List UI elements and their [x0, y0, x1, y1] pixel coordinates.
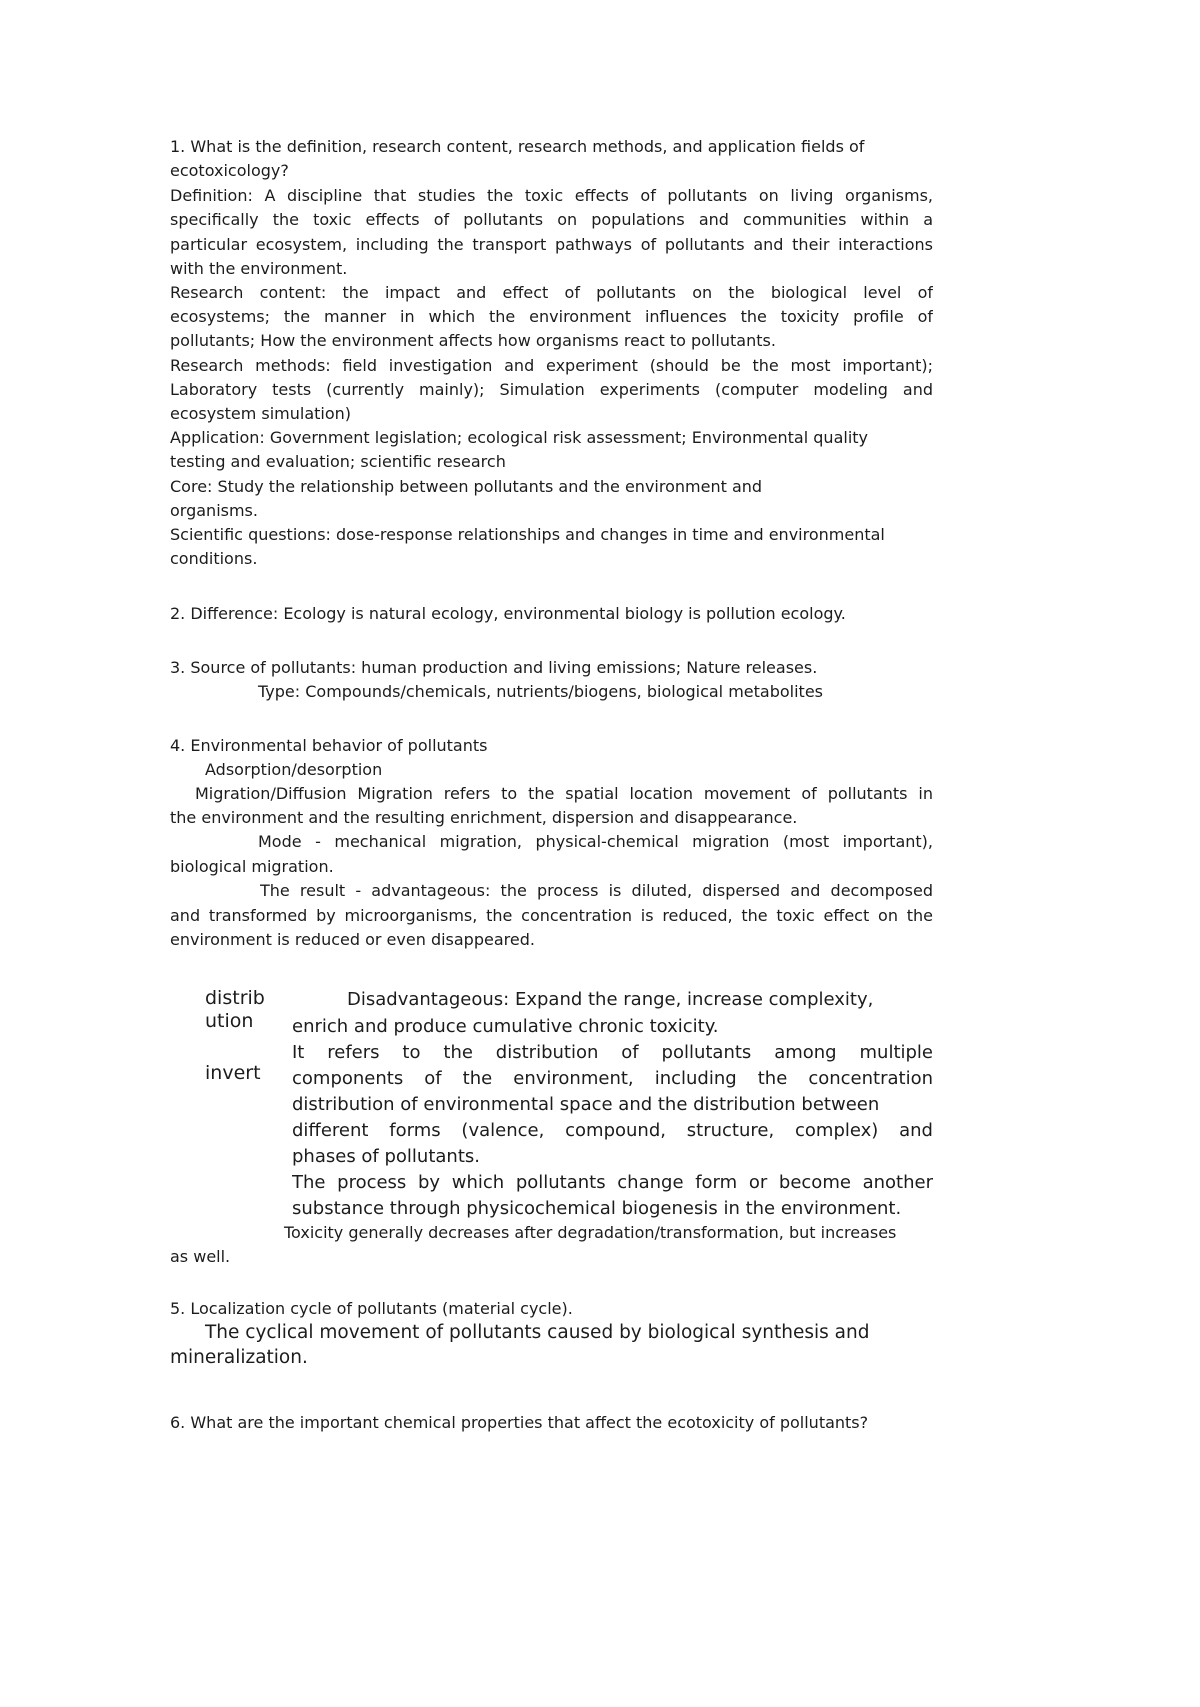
distribution-side-label: distrib: [205, 987, 265, 1009]
distribution-side-label: ution: [205, 1010, 254, 1032]
mode-line: biological migration.: [170, 857, 334, 876]
definition-line: Definition: A discipline that studies the toxic effects of pollutants on living organisms,: [170, 186, 933, 205]
disadvantageous-line: enrich and produce cumulative chronic toxicity.: [292, 1016, 719, 1037]
research-methods-line: Research methods: field investigation and experiment (should be the most important);: [170, 356, 933, 375]
application-line: Application: Government legislation; ecological risk assessment; Environmental quality: [170, 428, 868, 447]
distribution-definition-line: distribution of environmental space and the distribution between: [292, 1094, 880, 1115]
research-methods-line: Laboratory tests (currently mainly); Simulation experiments (computer modeling and: [170, 380, 933, 399]
question-2-text: 2. Difference: Ecology is natural ecology, environmental biology is pollution ecology.: [170, 604, 846, 623]
research-content-line: pollutants; How the environment affects how organisms react to pollutants.: [170, 331, 776, 350]
core-line: Core: Study the relationship between pollutants and the environment and: [170, 477, 763, 496]
distribution-definition-line: components of the environment, including the concentration: [292, 1068, 933, 1089]
toxicity-note-line: as well.: [170, 1247, 231, 1266]
result-line: and transformed by microorganisms, the concentration is reduced, the toxic effect on the: [170, 906, 933, 925]
question-1-heading-line: 1. What is the definition, research content, research methods, and application fields of: [170, 137, 865, 156]
transformation-definition-line: The process by which pollutants change form or become another: [292, 1172, 933, 1193]
transformation-definition-line: substance through physicochemical biogenesis in the environment.: [292, 1198, 902, 1219]
research-content-line: ecosystems; the manner in which the environment influences the toxicity profile of: [170, 307, 933, 326]
definition-line: with the environment.: [170, 259, 348, 278]
question-1-heading-line: ecotoxicology?: [170, 161, 289, 180]
disadvantageous-line: Disadvantageous: Expand the range, increase complexity,: [347, 989, 874, 1010]
result-line: The result - advantageous: the process is diluted, dispersed and decomposed: [260, 881, 933, 900]
adsorption-line: Adsorption/desorption: [205, 760, 383, 779]
migration-line: the environment and the resulting enrichment, dispersion and disappearance.: [170, 808, 798, 827]
migration-line: Migration/Diffusion Migration refers to the spatial location movement of pollutants in: [195, 784, 933, 803]
distribution-definition-line: It refers to the distribution of pollutants among multiple: [292, 1042, 933, 1063]
research-methods-line: ecosystem simulation): [170, 404, 352, 423]
result-line: environment is reduced or even disappeared.: [170, 930, 535, 949]
scientific-questions-line: conditions.: [170, 549, 258, 568]
question-5-heading: 5. Localization cycle of pollutants (material cycle).: [170, 1299, 573, 1318]
mode-line: Mode - mechanical migration, physical-chemical migration (most important),: [258, 832, 933, 851]
question-4-heading: 4. Environmental behavior of pollutants: [170, 736, 488, 755]
question-5-body-line: mineralization.: [170, 1347, 308, 1368]
question-3-source: 3. Source of pollutants: human production and living emissions; Nature releases.: [170, 658, 818, 677]
distribution-definition-line: different forms (valence, compound, structure, complex) and: [292, 1120, 933, 1141]
research-content-line: Research content: the impact and effect of pollutants on the biological level of: [170, 283, 933, 302]
application-line: testing and evaluation; scientific research: [170, 452, 506, 471]
core-line: organisms.: [170, 501, 258, 520]
question-3-type: Type: Compounds/chemicals, nutrients/biogens, biological metabolites: [258, 682, 824, 701]
question-5-body-line: The cyclical movement of pollutants caused by biological synthesis and: [205, 1322, 870, 1343]
question-6-text: 6. What are the important chemical properties that affect the ecotoxicity of pollutants?: [170, 1413, 869, 1432]
distribution-definition-line: phases of pollutants.: [292, 1146, 480, 1167]
toxicity-note-line: Toxicity generally decreases after degradation/transformation, but increases: [284, 1223, 897, 1242]
scientific-questions-line: Scientific questions: dose-response relationships and changes in time and environmental: [170, 525, 885, 544]
definition-line: particular ecosystem, including the transport pathways of pollutants and their interactions: [170, 235, 933, 254]
invert-side-label: invert: [205, 1062, 261, 1084]
definition-line: specifically the toxic effects of pollutants on populations and communities within a: [170, 210, 933, 229]
